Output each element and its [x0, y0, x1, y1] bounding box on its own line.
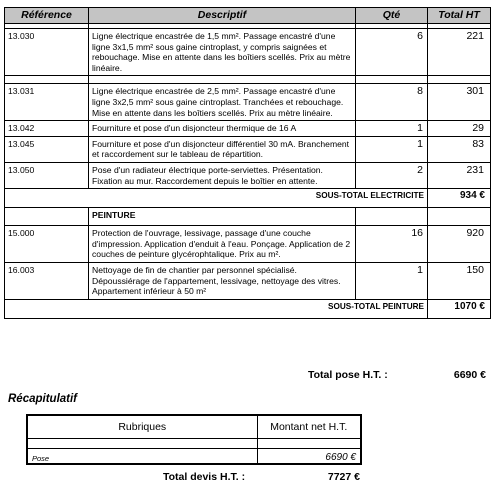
section-peinture-row: [5, 208, 491, 226]
item-quantity: 1: [356, 262, 428, 299]
subtotal-peinture-row: [5, 299, 491, 318]
table-row: [5, 226, 491, 263]
total-devis-label: Total devis H.T. :: [163, 471, 246, 483]
header-total-ht: Total HT: [428, 8, 491, 24]
table-row: [5, 162, 491, 188]
item-description: Fourniture et pose d'un disjoncteur différentiel 30 mA. Branchement et raccordement sur le tableau de répartition.: [89, 136, 356, 162]
recap-montant: 6690 €: [257, 449, 361, 465]
header-reference: Référence: [5, 8, 89, 24]
table-row: [5, 262, 491, 299]
subtotal-electricite-label: SOUS-TOTAL ELECTRICITE: [5, 189, 428, 208]
recap-title: Récapitulatif: [8, 393, 78, 405]
item-quantity: 1: [356, 136, 428, 162]
item-total: 83: [428, 136, 491, 162]
item-reference: 15.000: [5, 226, 89, 263]
item-description: Ligne électrique encastrée de 2,5 mm². Passage encastré d'une ligne 3x2,5 mm² sous gaine cintroplast. Tranchées et rebouchage. Mise en attente dans les boîtiers scellés. Prix au mètre linéaire.: [89, 84, 356, 121]
recap-header-row: [27, 415, 361, 439]
subtotal-peinture-label: SOUS-TOTAL PEINTURE: [5, 299, 428, 318]
item-reference: 13.050: [5, 162, 89, 188]
total-pose-value: 6690 €: [453, 369, 486, 381]
item-description: Pose d'un radiateur électrique porte-serviettes. Présentation. Fixation au mur. Raccordement depuis le boîtier en attente.: [89, 162, 356, 188]
item-reference: 13.045: [5, 136, 89, 162]
item-reference: 16.003: [5, 262, 89, 299]
item-quantity: 1: [356, 121, 428, 137]
item-description: Nettoyage de fin de chantier par personnel spécialisé. Dépoussiérage de l'appartement, lessivage, nettoyage des vitres. Appartement inférieur à 50 m²: [89, 262, 356, 299]
subtotal-peinture-value: 1070 €: [428, 299, 491, 318]
item-total: 221: [428, 29, 491, 76]
item-reference: 13.030: [5, 29, 89, 76]
item-total: 920: [428, 226, 491, 263]
item-total: 301: [428, 84, 491, 121]
item-quantity: 6: [356, 29, 428, 76]
item-total: 29: [428, 121, 491, 137]
item-description: Ligne électrique encastrée de 1,5 mm². Passage encastré d'une ligne 3x1,5 mm² sous gaine cintroplast, y compris saignées et rebouchage. Mise en attente dans les boîtiers scellés. Prix au mètre linéaire.: [89, 29, 356, 76]
recap-header-rubriques: Rubriques: [27, 415, 257, 439]
section-peinture-title: PEINTURE: [89, 208, 356, 226]
item-description: Fourniture et pose d'un disjoncteur thermique de 16 A: [89, 121, 356, 137]
recap-rubrique: Pose: [27, 449, 257, 465]
item-reference: 13.031: [5, 84, 89, 121]
recap-header-montant: Montant net H.T.: [257, 415, 361, 439]
recap-row: [27, 449, 361, 465]
recap-table: [26, 414, 362, 465]
total-devis-value: 7727 €: [327, 471, 360, 483]
total-pose-label: Total pose H.T. :: [308, 369, 388, 381]
item-quantity: 8: [356, 84, 428, 121]
item-total: 150: [428, 262, 491, 299]
item-total: 231: [428, 162, 491, 188]
table-row: [5, 121, 491, 137]
item-reference: 13.042: [5, 121, 89, 137]
header-descriptif: Descriptif: [89, 8, 356, 24]
quote-table: [4, 7, 491, 319]
header-qte: Qté: [356, 8, 428, 24]
table-row: [5, 84, 491, 121]
table-row: [5, 136, 491, 162]
item-quantity: 2: [356, 162, 428, 188]
quote-header-row: [5, 8, 491, 24]
table-row: [5, 29, 491, 76]
item-description: Protection de l'ouvrage, lessivage, passage d'une couche d'impression. Application d'enduit à l'eau. Ponçage. Application de 2 couches de peinture glycérophtalique. Prix au m².: [89, 226, 356, 263]
subtotal-electricite-value: 934 €: [428, 189, 491, 208]
subtotal-electricite-row: [5, 189, 491, 208]
item-quantity: 16: [356, 226, 428, 263]
